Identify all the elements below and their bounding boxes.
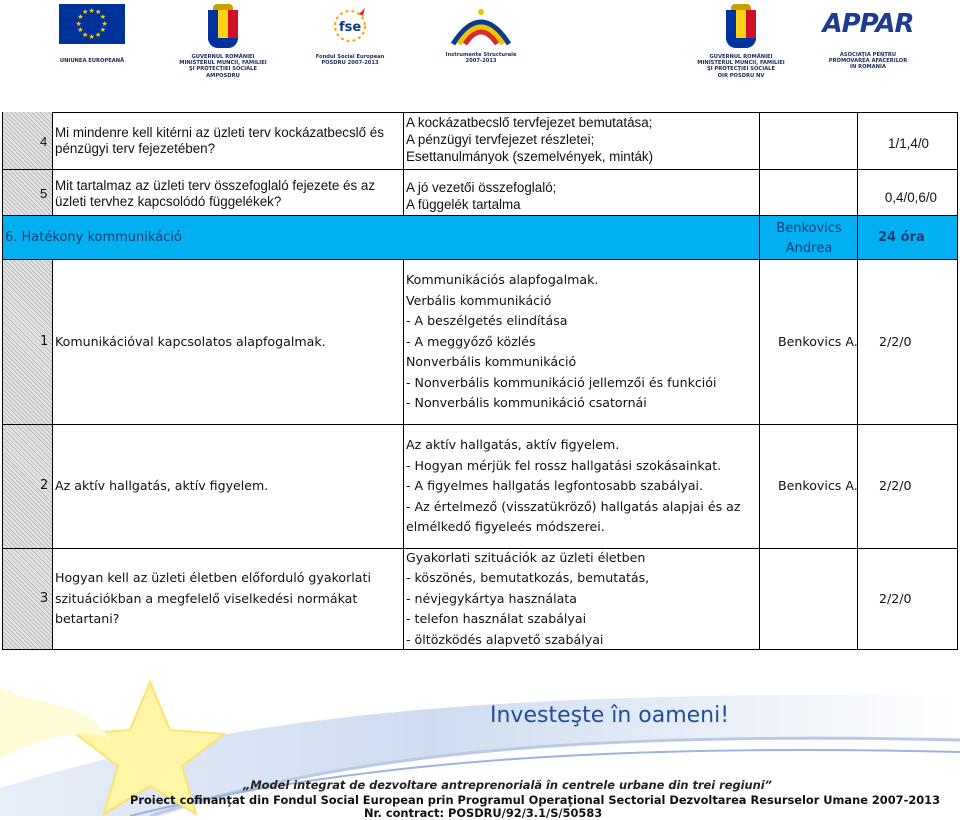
fse-star-icon	[325, 4, 375, 48]
eu-star-icon: ★	[82, 9, 89, 17]
table-row-3	[2, 549, 958, 650]
trainer-cell	[760, 549, 858, 650]
hours-cell: 0,4/0,6/0	[858, 170, 958, 216]
eu-star-icon: ★	[95, 31, 102, 39]
content-cell: A jó vezetői összefoglaló; A függelék tartalma	[404, 170, 760, 216]
footer-slogan: Investeşte în oameni!	[490, 703, 730, 728]
section-header-row	[2, 216, 958, 260]
row-number: 4	[40, 134, 48, 149]
romania-crest-icon	[208, 4, 238, 48]
trainer-cell: Benkovics A.	[760, 425, 858, 549]
ministry-2-caption: GUVERNUL ROMÂNIEI MINISTERUL MUNCII, FAMILIEI ŞI PROTECŢIEI SOCIALE OIR POSDRU NV	[697, 54, 785, 79]
hours-cell: 1/1,4/0	[858, 112, 958, 170]
topic-cell: Mit tartalmaz az üzleti terv összefoglaló fejezete és az üzleti tervhez kapcsolódó függelékek?	[53, 170, 404, 216]
table-row-4	[2, 112, 958, 170]
content-cell: Kommunikációs alapfogalmak. Verbális kommunikáció - A beszélgetés elindítása - A meggyőző közlés Nonverbális kommunikáció - Nonverbális kommunikáció jellemzői és funkciói - Nonverbális kommunikáció csatornái	[404, 260, 760, 425]
hours-cell: 2/2/0	[858, 549, 958, 650]
topic-cell: Mi mindenre kell kitérni az üzleti terv kockázatbecslő és pénzügyi terv fejezetében?	[53, 112, 404, 170]
header-logo-bar	[0, 0, 960, 90]
row-number: 2	[40, 478, 49, 493]
eu-star-icon: ★	[77, 14, 84, 21]
eu-star-icon: ★	[99, 27, 107, 34]
hours-cell: 2/2/0	[858, 260, 958, 425]
instrumente-caption: Instrumente Structurale 2007-2013	[445, 52, 517, 65]
ministry-logo-2	[686, 4, 796, 79]
row-number: 1	[40, 334, 49, 349]
ministry-1-caption: GUVERNUL ROMÂNIEI MINISTERUL MUNCII, FAMILIEI ŞI PROTECŢIEI SOCIALE AMPOSDRU	[179, 54, 267, 79]
appar-caption: ASOCIAŢIA PENTRU PROMOVAREA AFACERILOR IN ROMANIA	[828, 52, 908, 71]
hours-cell: 2/2/0	[858, 425, 958, 549]
eu-flag-icon	[59, 4, 125, 44]
appar-logo	[818, 4, 918, 71]
trainer-cell	[760, 112, 858, 170]
section-title-cell	[3, 216, 760, 260]
footer-line-contract: Nr. contract: POSDRU/92/3.1/S/50583	[364, 806, 603, 820]
instrumente-structurale-icon	[447, 4, 515, 50]
instrumente-logo	[440, 4, 522, 64]
row-number: 3	[40, 591, 49, 606]
topic-cell: Hogyan kell az üzleti életben előforduló gyakorlati szituációkban a megfelelő viselkedési normákat betartani?	[53, 549, 404, 650]
eu-star-icon: ★	[77, 27, 84, 34]
footer-line-cofinancing: Proiect cofinanţat din Fondul Social European prin Programul Operaţional Sectorial Dezvoltarea Resurselor Umane 2007-2013	[130, 793, 941, 807]
svg-text:fse: fse	[339, 20, 362, 35]
fse-logo	[305, 4, 395, 66]
row-number: 5	[40, 186, 48, 201]
table-row-5	[2, 170, 958, 216]
table-row-2	[2, 425, 958, 549]
section-trainer-cell: Benkovics Andrea	[760, 216, 858, 260]
topic-cell: Komunikációval kapcsolatos alapfogalmak.	[53, 260, 404, 425]
eu-star-icon: ★	[88, 7, 95, 15]
section-title: 6. Hatékony kommunikáció	[5, 230, 182, 245]
eu-logo	[56, 4, 128, 64]
eu-caption: UNIUNEA EUROPEANĂ	[59, 58, 125, 64]
eu-star-icon: ★	[95, 9, 102, 17]
trainer-cell: Benkovics A.	[760, 260, 858, 425]
romania-crest-icon-2	[726, 4, 756, 48]
topic-cell: Az aktív hallgatás, aktív figyelem.	[53, 425, 404, 549]
fse-caption: Fondul Social European POSDRU 2007-2013	[315, 54, 385, 67]
eu-star-icon: ★	[82, 31, 89, 39]
content-cell: Gyakorlati szituációk az üzleti életben - köszönés, bemutatkozás, bemutatás, - névjegykártya használata - telefon használat szabályai - öltözködés alapvető szabályai	[404, 549, 760, 650]
trainer-cell	[760, 170, 858, 216]
footer-line-project-title: „Model integrat de dezvoltare antreprenorială în centrele urbane din trei regiuni”	[243, 778, 772, 792]
section-hours-cell: 24 óra	[858, 216, 958, 260]
appar-wordmark: APPAR	[822, 9, 914, 39]
content-cell: Az aktív hallgatás, aktív figyelem. - Hogyan mérjük fel rossz hallgatási szokásainkat. - A figyelmes hallgatás legfontosabb szabályai. - Az értelmező (visszatükröző) hallgatás alapjai és az elmélkedő figyeleés módszerei.	[404, 425, 760, 549]
eu-star-icon: ★	[99, 14, 107, 21]
table-row-1	[2, 260, 958, 425]
content-cell: A kockázatbecslő tervfejezet bemutatása; A pénzügyi tervfejezet részletei; Esettanulmányok (szemelvények, minták)	[404, 112, 760, 170]
ministry-logo-1	[168, 4, 278, 79]
eu-star-icon: ★	[101, 20, 108, 28]
eu-star-icon: ★	[75, 20, 82, 28]
eu-star-icon: ★	[88, 33, 95, 41]
